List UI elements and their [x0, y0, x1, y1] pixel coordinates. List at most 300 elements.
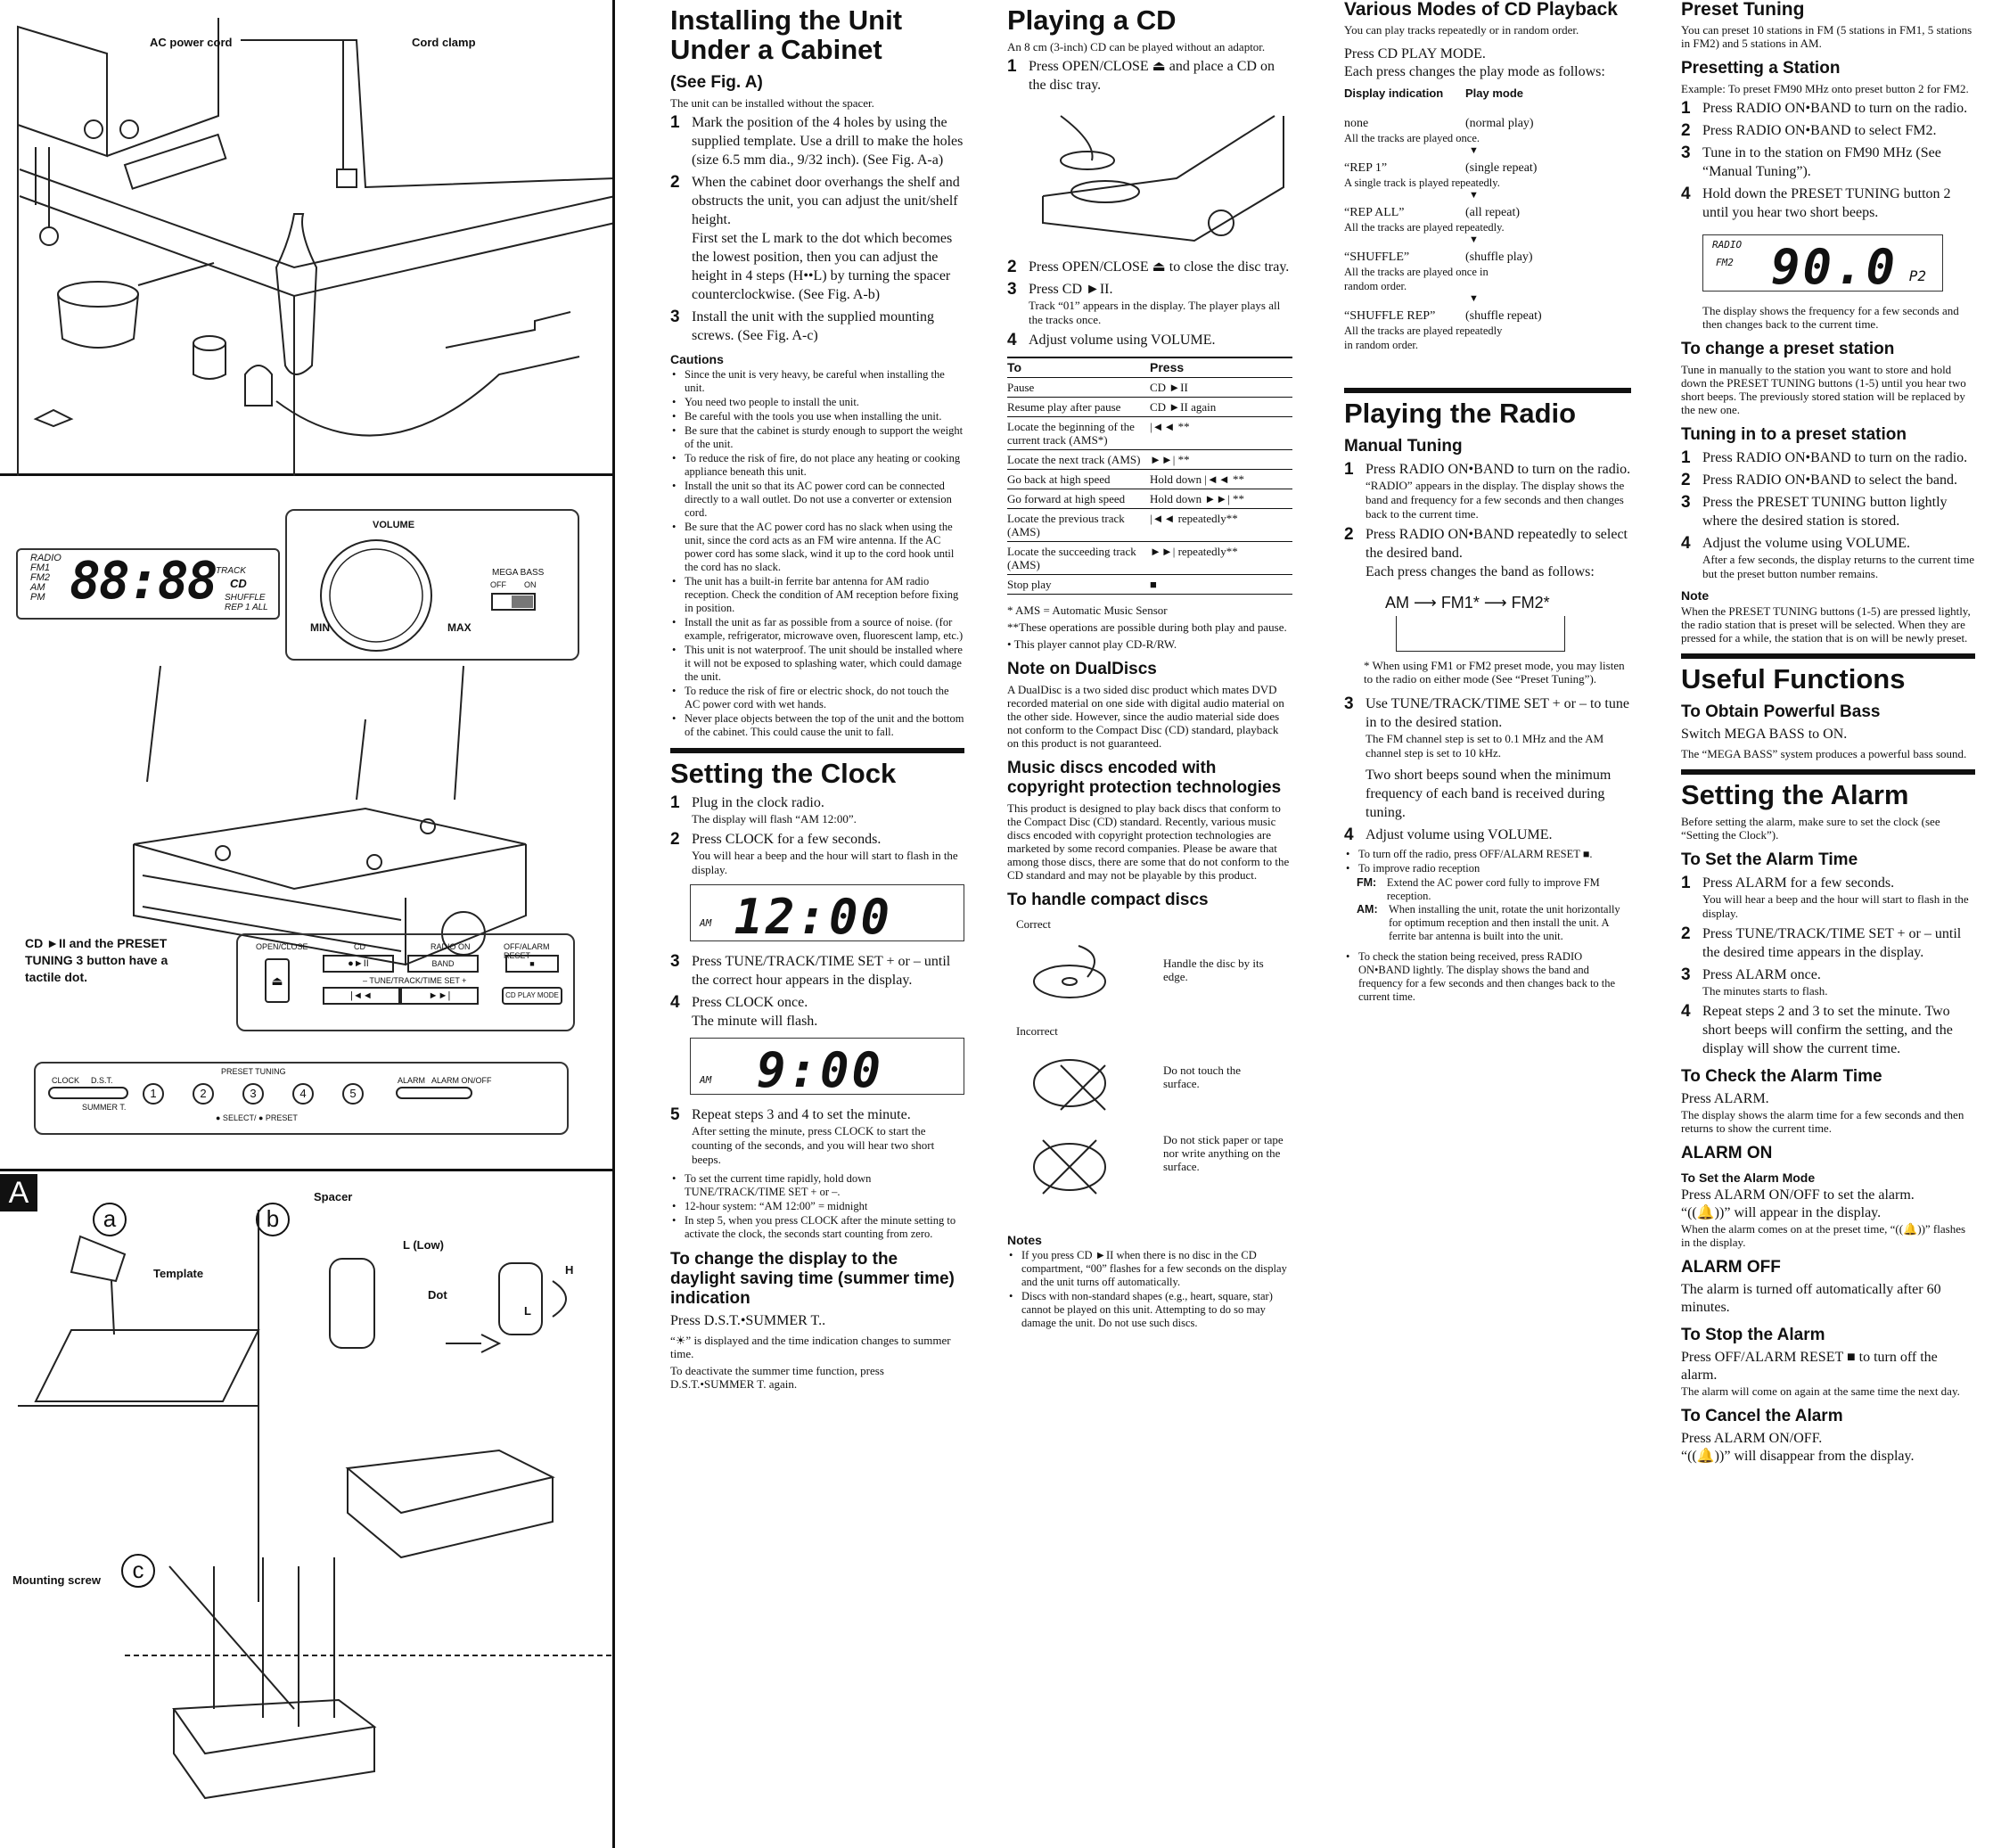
check-alarm-text: Press ALARM.: [1681, 1091, 1769, 1106]
cautions-title: Cautions: [670, 352, 724, 366]
table-cell: Locate the beginning of the current track (AMS*): [1007, 417, 1150, 450]
dst-desc: “☀” is displayed and the time indication changes to summer time.: [670, 1334, 951, 1360]
band-fm1: FM1*: [1440, 594, 1480, 612]
ams-footnote: * AMS = Automatic Music Sensor: [1007, 604, 1168, 617]
cd-step-3: 3 Press CD ►II. Track “01” appears in the display. The player plays all the tracks once.: [1007, 280, 1292, 327]
mode-display: “SHUFFLE”: [1344, 251, 1410, 264]
lcd-radio-label: RADIO: [1712, 239, 1743, 251]
band-note: * When using FM1 or FM2 preset mode, you may listen to the radio on either mode (See “Preset Tuning”).: [1364, 659, 1625, 686]
preset-step-1: 1 Press RADIO ON•BAND to turn on the radio.: [1681, 99, 1968, 118]
lcd-radio-label: RADIO: [30, 553, 62, 563]
alarm-step-2-text: Press TUNE/TRACK/TIME SET + or – until the desired time appears in the display.: [1702, 926, 1962, 960]
cd-note: • If you press CD ►II when there is no disc in the CD compartment, “00” flashes for a few seconds on the display and the unit turns off automatically.: [1007, 1249, 1292, 1289]
table-cell: Locate the succeeding track (AMS): [1007, 542, 1150, 575]
table-row: [1007, 575, 1292, 595]
alarm-intro: Before setting the alarm, make sure to set the clock (see “Setting the Clock”).: [1681, 815, 1940, 842]
preset-note-title: Note: [1681, 588, 1710, 603]
table-cell: Go back at high speed: [1007, 470, 1150, 489]
caution-item: • Be sure that the cabinet is sturdy enough to support the weight of the unit.: [670, 424, 964, 451]
no-touch-text: Do not touch the surface.: [1163, 1064, 1242, 1090]
table-cell: CD ►II again: [1150, 398, 1292, 417]
table-row: [1007, 417, 1292, 450]
lcd-segment-digits: 88:88: [70, 550, 217, 611]
lcd-clock-hour: [690, 884, 964, 945]
lcd-fm1-label: FM1: [30, 563, 50, 573]
clock-step-5: 5 Repeat steps 3 and 4 to set the minute. After setting the minute, press CLOCK to start the counting of the seconds, and you will hear two short beeps.: [670, 1105, 964, 1167]
alarm-step-1: 1 Press ALARM for a few seconds. You will hear a beep and the hour will start to flash in the display.: [1681, 874, 1975, 921]
volume-label: VOLUME: [373, 520, 415, 530]
lcd-am-label: AM: [700, 917, 712, 929]
install-step-2b-text: First set the L mark to the dot which becomes the lowest position, then you can adjust the height in 4 steps (H••L) by turning the spacer counterclockwise. (See Fig. A-b): [692, 231, 953, 302]
lcd-fm2-label: FM2: [1716, 257, 1734, 268]
cd-step-3-text: Press CD ►II.: [1029, 282, 1113, 297]
lcd-rep-label: REP 1 ALL: [225, 603, 268, 612]
caution-item: • This unit is not waterproof. The unit should be installed where it will not be exposed to splashing water, which could damage the unit.: [670, 644, 964, 684]
table-row: [1007, 489, 1292, 509]
preset-title: Preset Tuning: [1681, 0, 1805, 20]
mode-desc: A single track is played repeatedly.: [1344, 177, 1500, 189]
table-row: [1007, 509, 1292, 542]
mega-bass-label: MEGA BASS: [492, 568, 545, 578]
clock-title: Setting the Clock: [670, 748, 964, 788]
alarm-step-1-sub: You will hear a beep and the hour will start to flash in the display.: [1702, 892, 1969, 920]
alarm-step-3-sub: The minutes starts to flash.: [1702, 984, 1828, 998]
mode-play: (normal play): [1465, 117, 1534, 130]
cd-title: Playing a CD: [1007, 4, 1177, 36]
radio-step-2: 2 Press RADIO ON•BAND repeatedly to select the desired band. Each press changes the band as follows:: [1344, 525, 1628, 579]
cd-step-2-text: Press OPEN/CLOSE ⏏ to close the disc tray.: [1029, 259, 1290, 275]
table-cell: |◄◄ **: [1150, 417, 1292, 450]
table-header-to: To: [1007, 357, 1150, 378]
modes-header-play: Play mode: [1465, 86, 1524, 100]
caution-item: • To reduce the risk of fire, do not place any heating or cooking appliance beneath this unit.: [670, 452, 964, 479]
dst-label: D.S.T.: [91, 1076, 113, 1085]
caution-item: • Never place objects between the top of the unit and the bottom of the cabinet. This could cause the unit to fall.: [670, 712, 964, 739]
stop-alarm-sub: The alarm will come on again at the same time the next day.: [1681, 1384, 1960, 1398]
installation-figure-a: [0, 1174, 615, 1848]
clock-step-1-text: Plug in the clock radio.: [692, 795, 824, 810]
stop-alarm-text: Press OFF/ALARM RESET ■ to turn off the alarm.: [1681, 1350, 1938, 1383]
radio-tip: • To turn off the radio, press OFF/ALARM RESET ■.: [1344, 848, 1631, 861]
preset-note-text: When the PRESET TUNING buttons (1-5) are pressed lightly, the radio station that is preset will be selected. When they are pressed for a while, the station that is on will be newly preset.: [1681, 604, 1971, 645]
controls-illustration: [0, 479, 615, 1171]
correct-disc-icon: [1025, 937, 1123, 1008]
mode-desc: All the tracks are played repeatedly in random order.: [1344, 324, 1503, 351]
table-row: [1007, 398, 1292, 417]
summer-label: SUMMER T.: [82, 1103, 127, 1112]
mode-play: (single repeat): [1465, 161, 1538, 175]
clock-step-4: 4 Press CLOCK once. The minute will flash.: [670, 993, 818, 1029]
cd-step-4-text: Adjust volume using VOLUME.: [1029, 333, 1216, 348]
radio-step-3-sub: The FM channel step is set to 0.1 MHz and the AM channel step is set to 10 kHz.: [1366, 732, 1604, 760]
change-preset-text: Tune in manually to the station you want to store and hold down the PRESET TUNING buttons (1-5) until you hear two short beeps. The previously stored station will be replaced by the new one.: [1681, 363, 1966, 416]
alarm-step-4: 4 Repeat steps 2 and 3 to set the minute. Two short beeps will confirm the setting, and the display will show the current time.: [1681, 1002, 1975, 1058]
kitchen-drawing: [0, 0, 615, 476]
alarm-off-text: The alarm is turned off automatically after 60 minutes.: [1681, 1282, 1941, 1315]
table-cell: ►►| **: [1150, 450, 1292, 470]
no-stick-text: Do not stick paper or tape nor write anything on the surface.: [1163, 1133, 1284, 1173]
mode-display: “REP ALL”: [1344, 206, 1405, 219]
alarm-step-1-text: Press ALARM for a few seconds.: [1702, 875, 1895, 891]
step-b-badge: b: [256, 1203, 290, 1236]
radio-step-1-sub: “RADIO” appears in the display. The display shows the band and frequency for a few seconds and then changes back to the current time.: [1366, 479, 1625, 521]
preset-example: Example: To preset FM90 MHz onto preset button 2 for FM2.: [1681, 82, 1969, 95]
alarm-step-3: 3 Press ALARM once. The minutes starts to flash.: [1681, 965, 1828, 998]
lcd-clock-minute: [690, 1038, 964, 1098]
clock-label: CLOCK: [52, 1076, 80, 1085]
cd-step-3-sub: Track “01” appears in the display. The player plays all the tracks once.: [1029, 299, 1281, 326]
cord-clamp-label: Cord clamp: [412, 36, 476, 49]
change-preset-title: To change a preset station: [1681, 340, 1895, 358]
column-install-clock: [670, 0, 964, 1848]
clock-dst-button[interactable]: [48, 1087, 128, 1099]
table-cell: Hold down ►►| **: [1150, 489, 1292, 509]
band-cycle-return-arrow: [1396, 616, 1565, 652]
modes-header-display: Display indication: [1344, 86, 1444, 100]
next-button[interactable]: ►►|: [400, 987, 479, 1005]
preset-step-2: 2 Press RADIO ON•BAND to select FM2.: [1681, 121, 1937, 140]
front-buttons-closeup: [236, 933, 575, 1031]
mode-desc: All the tracks are played once.: [1344, 132, 1480, 144]
table-row: [1007, 378, 1292, 398]
tuning-step-4-sub: After a few seconds, the display returns to the current time but the preset button number remains.: [1702, 553, 1975, 580]
table-cell: CD ►II: [1150, 378, 1292, 398]
alarm-step-3-text: Press ALARM once.: [1702, 967, 1821, 982]
install-step-1-text: Mark the position of the 4 holes by using the supplied template. Use a drill to make the holes (size 6.5 mm dia., 9/32 inch). (See Fig. A-a): [692, 115, 964, 168]
preset-tuning-label: PRESET TUNING: [221, 1067, 286, 1076]
template-label: Template: [153, 1267, 204, 1280]
unit-body-drawing: [0, 621, 615, 978]
caution-item: • Install the unit so that its AC power cord can be connected directly to a wall outlet. Do not use a converter or extension cord.: [670, 480, 964, 520]
mode-play: (shuffle play): [1465, 251, 1533, 264]
install-step-2a-text: When the cabinet door overhangs the shelf and obstructs the unit, you can adjust the unit/shelf height.: [692, 175, 960, 227]
install-title: Installing the Unit Under a Cabinet: [670, 4, 903, 65]
spacer-label: Spacer: [314, 1190, 353, 1203]
cd-step-1: 1 Press OPEN/CLOSE ⏏ and place a CD on the disc tray.: [1007, 57, 1292, 94]
modes-title: Various Modes of CD Playback: [1344, 0, 1618, 20]
cd-play-mode-button[interactable]: CD PLAY MODE: [502, 987, 562, 1005]
handle-edge-text: Handle the disc by its edge.: [1163, 957, 1264, 983]
figure-a-badge: A: [0, 1174, 37, 1211]
lcd-am-label: AM: [30, 582, 45, 593]
dst-title: To change the display to the daylight saving time (summer time) indication: [670, 1250, 955, 1308]
copyright-text: This product is designed to play back discs that conform to the Compact Disc (CD) standard. Recently, various music discs encoded with copyright protection technologies are marketed by some record companies. Please be aware that among those discs, there are some that do not conform to the CD standard and may not be playable by this product.: [1007, 801, 1290, 882]
radio-step-3-beeps: Two short beeps sound when the minimum frequency of each band is received during tuning.: [1366, 768, 1612, 820]
radio-tips: [1344, 848, 1631, 875]
column-preset-alarm: [1681, 0, 1975, 1848]
clock-step-4-text: Press CLOCK once.: [692, 995, 808, 1010]
l-mark-label: L: [524, 1304, 531, 1318]
off-alarm-label: OFF/ALARM RESET: [504, 942, 550, 960]
tuning-preset-title: Tuning in to a preset station: [1681, 425, 1907, 444]
mode-play: (all repeat): [1465, 206, 1521, 219]
alarm-label: ALARM: [398, 1076, 426, 1085]
dst-press: Press D.S.T.•SUMMER T..: [670, 1313, 826, 1328]
cancel-alarm-title: To Cancel the Alarm: [1681, 1407, 1843, 1425]
lcd-digits: 9:00: [756, 1042, 883, 1098]
mode-display: “REP 1”: [1344, 161, 1388, 175]
dualdisc-text: A DualDisc is a two sided disc product which mates DVD recorded material on one side with digital audio material on the other side. However, since the audio material side does not conform to the Compact Disc (CD) standard, playback on this product is not guaranteed.: [1007, 683, 1284, 750]
sticker-disc-icon: [1025, 1131, 1123, 1203]
mounting-screw-label: Mounting screw: [12, 1573, 101, 1587]
install-subtitle: (See Fig. A): [670, 73, 763, 92]
lcd-cd-label: CD: [230, 577, 247, 590]
mega-bass-on-label: ON: [524, 580, 537, 589]
fm-tip-label: FM:: [1357, 876, 1377, 889]
clock-step-1-sub: The display will flash “AM 12:00”.: [692, 812, 857, 825]
band-button[interactable]: BAND: [407, 955, 479, 973]
radio-title: Playing the Radio: [1344, 388, 1631, 428]
radio-check-text: • To check the station being received, press RADIO ON•BAND lightly. The display shows the band and frequency for a few seconds and then changes back to the current time.: [1344, 950, 1631, 1004]
band-am: AM: [1385, 594, 1409, 612]
install-step-3-text: Install the unit with the supplied mounting screws. (See Fig. A-c): [692, 309, 934, 343]
alarm-on-text-1: Press ALARM ON/OFF to set the alarm.: [1681, 1187, 1915, 1203]
dot-label: Dot: [428, 1288, 447, 1302]
clock-step-1: 1 Plug in the clock radio. The display will flash “AM 12:00”.: [670, 793, 857, 825]
lcd-pm-label: PM: [30, 592, 45, 603]
tuning-step-1: 1 Press RADIO ON•BAND to turn on the radio.: [1681, 448, 1968, 467]
step-c-badge: c: [121, 1554, 155, 1588]
radio-on-label: RADIO ON: [431, 942, 471, 951]
clock-note: • 12-hour system: “AM 12:00” = midnight: [670, 1200, 964, 1213]
am-tip-text: When installing the unit, rotate the unit horizontally for optimum reception and then install the unit. A ferrite bar antenna is built into the unit.: [1389, 903, 1620, 942]
cd-tray-drawing: [1007, 98, 1292, 250]
dualdisc-title: Note on DualDiscs: [1007, 660, 1157, 678]
preset-3-button[interactable]: 3: [242, 1083, 264, 1105]
presetting-title: Presetting a Station: [1681, 59, 1841, 78]
alarm-title: Setting the Alarm: [1681, 769, 1975, 809]
select-preset-label: ● SELECT/ ● PRESET: [216, 1113, 298, 1122]
radio-step-1: 1 Press RADIO ON•BAND to turn on the radio. “RADIO” appears in the display. The display shows the band and frequency for a few seconds and then changes back to the current time.: [1344, 460, 1631, 521]
lcd-preset: [1702, 234, 1943, 295]
clock-step-3: 3 Press TUNE/TRACK/TIME SET + or – until the correct hour appears in the display.: [670, 952, 964, 990]
caution-item: • Since the unit is very heavy, be careful when installing the unit.: [670, 368, 964, 395]
table-cell: Resume play after pause: [1007, 398, 1150, 417]
alarm-onoff-label: ALARM ON/OFF: [431, 1076, 492, 1085]
table-cell: Locate the previous track (AMS): [1007, 509, 1150, 542]
radio-step-4: 4 Adjust volume using VOLUME.: [1344, 825, 1553, 844]
incorrect-disc-icon: [1025, 1047, 1123, 1119]
alarm-on-title: ALARM ON: [1681, 1144, 1773, 1162]
lcd-preset-number: P2: [1908, 267, 1926, 284]
handle-title: To handle compact discs: [1007, 891, 1209, 909]
radio-step-2-text: Press RADIO ON•BAND repeatedly to select the desired band.: [1366, 527, 1628, 561]
mode-desc: All the tracks are played repeatedly.: [1344, 221, 1505, 234]
modes-intro: You can play tracks repeatedly or in random order.: [1344, 23, 1579, 37]
cd-notes-title: Notes: [1007, 1233, 1042, 1247]
lcd-track-label: TRACK: [216, 566, 246, 576]
kitchen-illustration: [0, 0, 615, 476]
cautions-list: [670, 368, 964, 739]
tuning-step-3-text: Press the PRESET TUNING button lightly where the desired station is stored.: [1702, 495, 1948, 529]
clock-step-5-text: Repeat steps 3 and 4 to set the minute.: [692, 1107, 911, 1122]
install-step-2: 2 When the cabinet door overhangs the shelf and obstructs the unit, you can adjust the unit/shelf height. First set the L mark to the dot which becomes the lowest position, then you can adjust the height in 4 steps (H••L) by turning the spacer counterclockwise. (See Fig. A-b): [670, 173, 960, 302]
open-close-button[interactable]: ⏏: [265, 958, 290, 1003]
disc-handling-figure: [1007, 914, 1292, 1226]
incorrect-label: Incorrect: [1016, 1024, 1058, 1038]
tuning-step-4-text: Adjust the volume using VOLUME.: [1702, 536, 1911, 551]
am-tip-label: AM:: [1357, 903, 1378, 916]
lcd-digits: 12:00: [734, 889, 892, 945]
check-alarm-sub: The display shows the alarm time for a few seconds and then returns to show the current time.: [1681, 1108, 1964, 1135]
table-cell: ►►| repeatedly**: [1150, 542, 1292, 575]
preset-4-button[interactable]: 4: [292, 1083, 314, 1105]
lcd-am-label: AM: [700, 1074, 712, 1086]
lcd-fm2-label: FM2: [30, 572, 50, 583]
cd-notes-list: [1007, 1249, 1292, 1330]
clock-step-5-sub: After setting the minute, press CLOCK to start the counting of the seconds, and you will hear two short beeps.: [692, 1124, 935, 1166]
radio-tip: • To improve radio reception: [1344, 862, 1631, 875]
clock-step-2-text: Press CLOCK for a few seconds.: [692, 832, 882, 847]
preset-step-2-text: Press RADIO ON•BAND to select FM2.: [1702, 123, 1937, 138]
table-cell: Locate the next track (AMS): [1007, 450, 1150, 470]
tune-label: – TUNE/TRACK/TIME SET +: [363, 976, 467, 985]
bass-title: To Obtain Powerful Bass: [1681, 702, 1881, 721]
tuning-step-3: 3 Press the PRESET TUNING button lightly where the desired station is stored.: [1681, 493, 1975, 530]
ac-cord-label: AC power cord: [150, 36, 233, 49]
caution-item: • To reduce the risk of fire or electric shock, do not touch the AC power cord with wet hands.: [670, 685, 964, 711]
preset-2-button[interactable]: 2: [193, 1083, 214, 1105]
lcd-digits: 90.0: [1770, 239, 1898, 295]
table-cell: |◄◄ repeatedly**: [1150, 509, 1292, 542]
caution-item: • The unit has a built-in ferrite bar antenna for AM radio reception. Check the condition of AM reception before fixing in position.: [670, 575, 964, 615]
open-close-label: OPEN/CLOSE: [256, 942, 308, 951]
caution-item: • Be sure that the AC power cord has no slack when using the unit, since the cord acts as an FM wire antenna. If the AC power cord has some slack, wind it up to the cord hook until the cord has no slack.: [670, 521, 964, 574]
tuning-step-2-text: Press RADIO ON•BAND to select the band.: [1702, 472, 1958, 488]
column-playing-cd: [1007, 0, 1292, 1848]
h-mark-label: H: [565, 1263, 574, 1277]
bass-text: Switch MEGA BASS to ON.: [1681, 727, 1848, 742]
preset-step-4-text: Hold down the PRESET TUNING button 2 until you hear two short beeps.: [1702, 186, 1951, 220]
installation-drawing: [0, 1174, 615, 1848]
table-cell: Go forward at high speed: [1007, 489, 1150, 509]
table-cell: Hold down |◄◄ **: [1150, 470, 1292, 489]
alarm-button[interactable]: [396, 1087, 472, 1099]
preset-step-4: 4 Hold down the PRESET TUNING button 2 until you hear two short beeps.: [1681, 185, 1975, 222]
table-cell: Stop play: [1007, 575, 1150, 595]
prev-button[interactable]: |◄◄: [323, 987, 400, 1005]
fm-tip-text: Extend the AC power cord fully to improve FM reception.: [1386, 876, 1600, 902]
preset-5-button[interactable]: 5: [342, 1083, 364, 1105]
cdr-footnote: • This player cannot play CD-R/RW.: [1007, 637, 1177, 651]
lcd-preset-note: The display shows the frequency for a few seconds and then changes back to the current time.: [1702, 304, 1959, 331]
cd-operations-table: [1007, 357, 1292, 595]
cd-step-4: 4 Adjust volume using VOLUME.: [1007, 331, 1216, 349]
clock-step-3-text: Press TUNE/TRACK/TIME SET + or – until the correct hour appears in the display.: [692, 954, 951, 988]
caution-item: • You need two people to install the unit.: [670, 396, 964, 409]
preset-1-button[interactable]: 1: [143, 1083, 164, 1105]
mode-desc: All the tracks are played once in random order.: [1344, 266, 1489, 292]
display-closeup: [16, 548, 280, 620]
alarm-on-text-2: “((🔔))” will appear in the display.: [1681, 1205, 1882, 1220]
radio-step-4-text: Adjust volume using VOLUME.: [1366, 827, 1553, 842]
alarm-mode-title: To Set the Alarm Mode: [1681, 1170, 1816, 1185]
table-row: [1007, 470, 1292, 489]
band-fm2: FM2*: [1511, 594, 1550, 612]
preset-intro: You can preset 10 stations in FM (5 stations in FM1, 5 stations in FM2) and 5 stations in AM.: [1681, 23, 1972, 50]
stop-button[interactable]: ■: [505, 955, 559, 973]
top-buttons-closeup: [34, 1062, 569, 1135]
clock-notes: [670, 1172, 964, 1241]
alarm-step-2: 2 Press TUNE/TRACK/TIME SET + or – until the desired time appears in the display.: [1681, 924, 1975, 962]
useful-title: Useful Functions: [1681, 653, 1975, 694]
radio-check: [1344, 950, 1631, 1004]
clock-step-2: 2 Press CLOCK for a few seconds. You will hear a beep and the hour will start to flash in the display.: [670, 830, 964, 877]
tuning-step-1-text: Press RADIO ON•BAND to turn on the radio.: [1702, 450, 1968, 465]
cd-intro: An 8 cm (3-inch) CD can be played without an adaptor.: [1007, 40, 1266, 53]
table-header-press: Press: [1150, 357, 1292, 378]
volume-max-label: MAX: [447, 621, 472, 634]
set-alarm-title: To Set the Alarm Time: [1681, 850, 1858, 869]
l-low-label: L (Low): [403, 1238, 444, 1252]
check-alarm-title: To Check the Alarm Time: [1681, 1067, 1882, 1086]
mode-display: none: [1344, 117, 1369, 130]
lcd-shuffle-label: SHUFFLE: [225, 593, 266, 603]
table-row: [1007, 450, 1292, 470]
copyright-title: Music discs encoded with copyright protection technologies: [1007, 759, 1282, 797]
cd-play-pause-button[interactable]: ●►II: [323, 955, 394, 973]
modes-list: [1344, 86, 1631, 352]
preset-step-1-text: Press RADIO ON•BAND to turn on the radio.: [1702, 101, 1968, 116]
mode-arrow: ▼: [1469, 190, 1479, 201]
mode-arrow: ▼: [1469, 145, 1479, 156]
band-cycle: AM ⟶ FM1* ⟶ FM2*: [1385, 594, 1550, 612]
tuning-step-2: 2 Press RADIO ON•BAND to select the band.: [1681, 471, 1958, 489]
radio-step-3: 3 Use TUNE/TRACK/TIME SET + or – to tune in to the desired station. The FM channel step is set to 0.1 MHz and the AM channel step is set to 10 kHz. Two short beeps sound when the minimum frequency of each band is received during tuning.: [1344, 694, 1631, 822]
clock-step-4-sub: The minute will flash.: [692, 1014, 818, 1029]
illustration-panel: [0, 0, 615, 1848]
preset-step-3: 3 Tune in to the station on FM90 MHz (See “Manual Tuning”).: [1681, 144, 1975, 181]
clock-note: • In step 5, when you press CLOCK after the minute setting to activate the clock, the seconds start counting from zero.: [670, 1214, 964, 1241]
cd-step-2: 2 Press OPEN/CLOSE ⏏ to close the disc tray.: [1007, 258, 1290, 276]
tuning-step-4: 4 Adjust the volume using VOLUME. After a few seconds, the display returns to the current time but the preset button number remains.: [1681, 534, 1975, 580]
cd-note: • Discs with non-standard shapes (e.g., heart, square, star) cannot be played on this unit. Attempting to do so may damage the unit. Do not use such discs.: [1007, 1290, 1292, 1330]
table-cell: Pause: [1007, 378, 1150, 398]
alarm-on-text-3: When the alarm comes on at the preset time, “((🔔))” flashes in the display.: [1681, 1222, 1966, 1249]
alarm-step-4-text: Repeat steps 2 and 3 to set the minute. Two short beeps will confirm the setting, and the display will show the current time.: [1702, 1004, 1953, 1056]
modes-each: Each press changes the play mode as follows:: [1344, 64, 1605, 79]
alarm-off-title: ALARM OFF: [1681, 1258, 1781, 1277]
mode-display: “SHUFFLE REP”: [1344, 309, 1436, 323]
preset-step-3-text: Tune in to the station on FM90 MHz (See “Manual Tuning”).: [1702, 145, 1941, 179]
clock-note: • To set the current time rapidly, hold down TUNE/TRACK/TIME SET + or –.: [670, 1172, 964, 1199]
radio-step-2-sub: Each press changes the band as follows:: [1366, 564, 1595, 579]
table-row: [1007, 542, 1292, 575]
stop-alarm-title: To Stop the Alarm: [1681, 1326, 1825, 1344]
mode-play: (shuffle repeat): [1465, 309, 1542, 323]
install-intro: The unit can be installed without the spacer.: [670, 96, 874, 110]
cancel-alarm-text: Press ALARM ON/OFF.: [1681, 1431, 1823, 1446]
volume-min-label: MIN: [310, 621, 330, 634]
caution-item: • Install the unit as far as possible from a source of noise. (for example, refrigerator, microwave oven, fluorescent lamp, etc.): [670, 616, 964, 643]
dst-deactivate: To deactivate the summer time function, press D.S.T.•SUMMER T. again.: [670, 1364, 884, 1391]
column-modes-radio: [1344, 0, 1631, 1848]
play-pause-footnote: **These operations are possible during both play and pause.: [1007, 620, 1287, 634]
tactile-dot-note: CD ►II and the PRESET TUNING 3 button have a tactile dot.: [25, 936, 168, 984]
mode-arrow: ▼: [1469, 234, 1479, 245]
correct-label: Correct: [1016, 917, 1051, 931]
radio-step-1-text: Press RADIO ON•BAND to turn on the radio.: [1366, 462, 1631, 477]
install-step-3: 3 Install the unit with the supplied mounting screws. (See Fig. A-c): [670, 308, 964, 345]
clock-step-2-sub: You will hear a beep and the hour will start to flash in the display.: [692, 849, 958, 876]
install-step-1: 1 Mark the position of the 4 holes by using the supplied template. Use a drill to make the holes (size 6.5 mm dia., 9/32 inch). (See Fig. A-a): [670, 113, 964, 168]
mode-arrow: ▼: [1469, 293, 1479, 304]
caution-item: • Be careful with the tools you use when installing the unit.: [670, 410, 964, 423]
cancel-alarm-sub: “((🔔))” will disappear from the display.: [1681, 1449, 1915, 1464]
step-a-badge: a: [93, 1203, 127, 1236]
cd-step-1-text: Press OPEN/CLOSE ⏏ and place a CD on the disc tray.: [1029, 59, 1275, 93]
manual-tuning-title: Manual Tuning: [1344, 437, 1463, 456]
